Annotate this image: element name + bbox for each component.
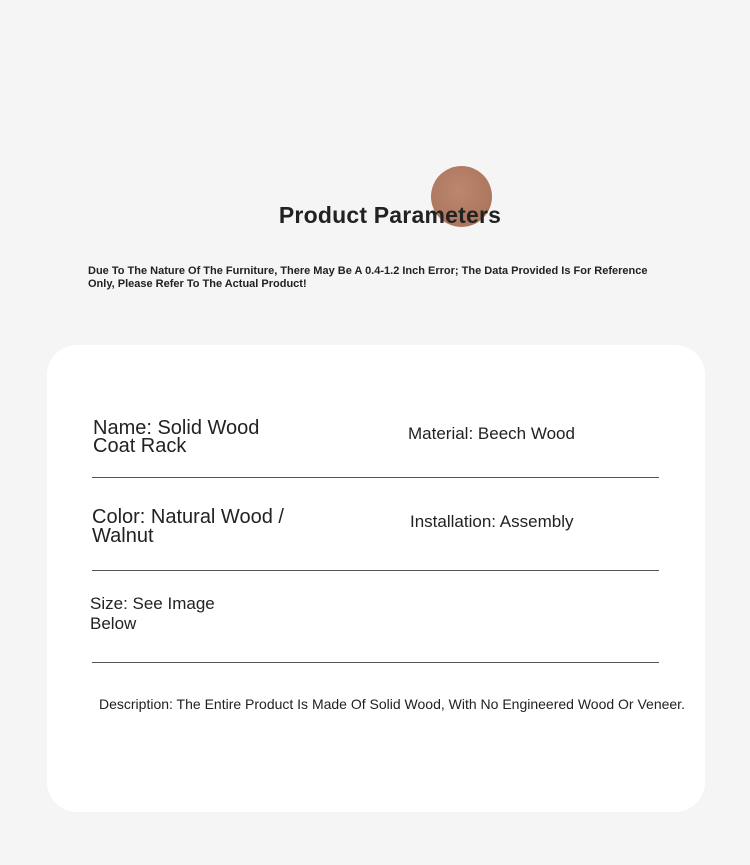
param-material: Material: Beech Wood xyxy=(408,424,575,443)
divider xyxy=(92,477,659,478)
error-disclaimer: Due To The Nature Of The Furniture, There May Be A 0.4-1.2 Inch Error; The Data Provided Is For Reference Only, Please Refer To The Actual Product! xyxy=(88,265,648,290)
param-color: Color: Natural Wood / Walnut xyxy=(92,506,284,547)
param-installation: Installation: Assembly xyxy=(410,512,574,531)
divider xyxy=(92,662,659,663)
parameters-card xyxy=(47,345,705,812)
param-description: Description: The Entire Product Is Made Of Solid Wood, With No Engineered Wood Or Veneer. xyxy=(99,696,685,712)
page-title: Product Parameters xyxy=(278,202,502,228)
divider xyxy=(92,570,659,571)
param-name: Name: Solid Wood Coat Rack xyxy=(93,417,260,457)
param-size: Size: See Image Below xyxy=(90,594,215,633)
